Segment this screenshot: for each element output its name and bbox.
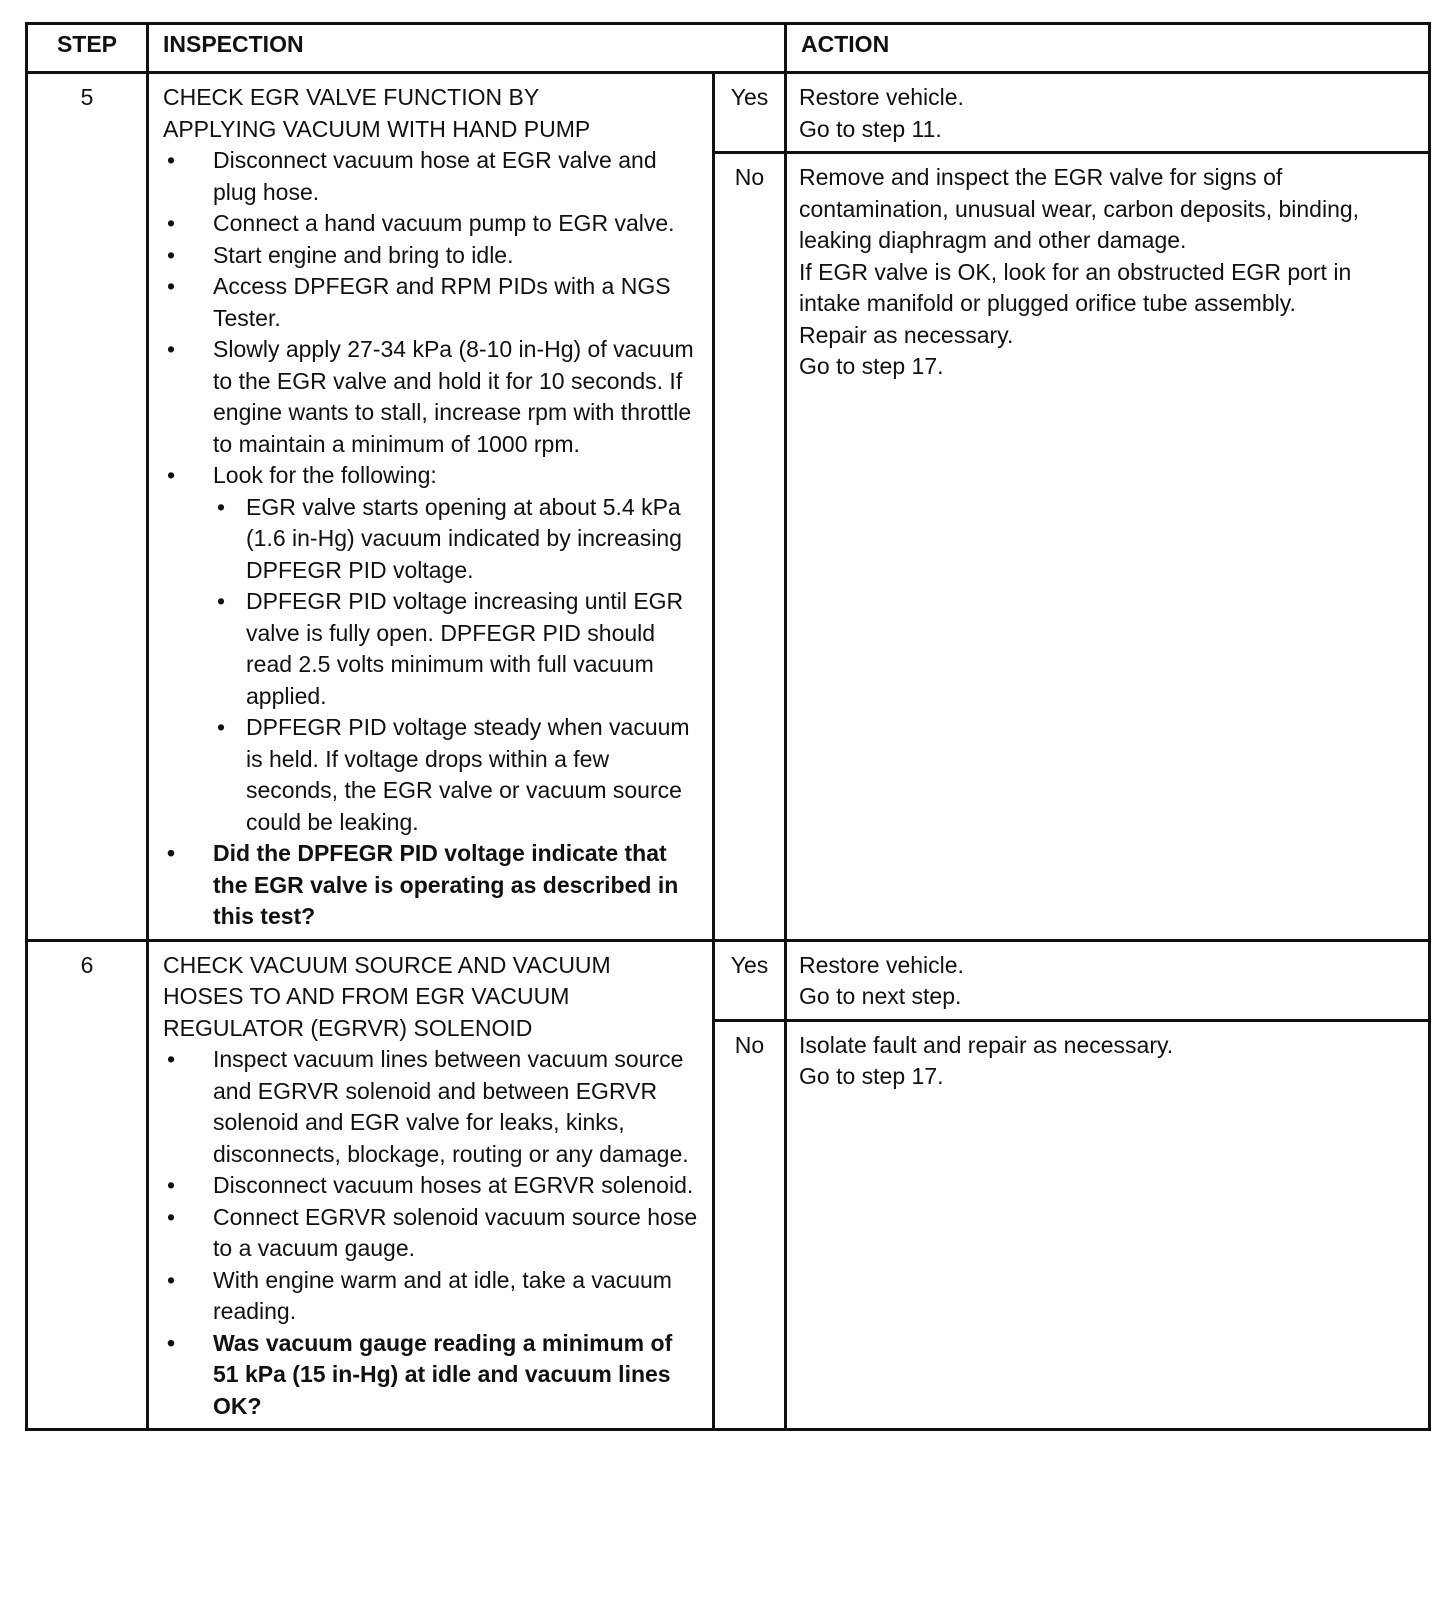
bullet-item: • Start engine and bring to idle. xyxy=(163,240,702,272)
action-line: Repair as necessary. xyxy=(799,321,1014,348)
bullet-item: • Connect a hand vacuum pump to EGR valve. xyxy=(163,208,702,240)
inspection-title-line: CHECK VACUUM SOURCE AND VACUUM xyxy=(163,951,611,978)
step-header: STEP xyxy=(27,24,148,73)
no-action xyxy=(786,153,1430,941)
action-header: ACTION xyxy=(786,24,1430,73)
yes-action xyxy=(786,73,1430,153)
step-number: 6 xyxy=(27,940,148,1430)
bullet-item: • Disconnect vacuum hose at EGR valve and plug hose. xyxy=(163,145,702,208)
bullet-text: Look for the following: xyxy=(213,462,437,488)
bullet-item: • Slowly apply 27-34 kPa (8-10 in-Hg) of vacuum to the EGR valve and hold it for 10 seconds. If engine wants to stall, increase rpm with throttle to maintain a minimum of 1000 rpm. xyxy=(163,334,702,460)
inspection-title-line: APPLYING VACUUM WITH HAND PUMP xyxy=(163,115,591,142)
action-line: If EGR valve is OK, look for an obstructed EGR port in intake manifold or plugged orifice tube assembly. xyxy=(799,258,1352,316)
no-label: No xyxy=(714,153,786,941)
inspection-cell xyxy=(148,73,714,941)
action-line: Go to step 17. xyxy=(799,353,944,379)
sub-bullet-item: • EGR valve starts opening at about 5.4 kPa (1.6 in-Hg) vacuum indicated by increasing DPFEGR PID voltage. xyxy=(213,492,702,587)
sub-bullets xyxy=(213,492,702,839)
inspection-bullets xyxy=(163,1044,702,1422)
yes-label: Yes xyxy=(714,940,786,1020)
question-bullet: • Did the DPFEGR PID voltage indicate that the EGR valve is operating as described in this test? xyxy=(163,838,702,933)
action-line: Isolate fault and repair as necessary. xyxy=(799,1031,1174,1058)
diagnostic-table xyxy=(25,22,1431,1431)
sub-bullet-item: • DPFEGR PID voltage steady when vacuum is held. If voltage drops within a few seconds, the EGR valve or vacuum source could be leaking. xyxy=(213,712,702,838)
step-6-yes-row xyxy=(27,940,1430,1020)
bullet-item: • With engine warm and at idle, take a vacuum reading. xyxy=(163,1265,702,1328)
action-line: Go to step 11. xyxy=(799,115,942,142)
no-label: No xyxy=(714,1020,786,1430)
question-bullet: • Was vacuum gauge reading a minimum of 51 kPa (15 in-Hg) at idle and vacuum lines OK? xyxy=(163,1328,702,1423)
inspection-header: INSPECTION xyxy=(148,24,786,73)
inspection-cell xyxy=(148,940,714,1430)
inspection-title-line: CHECK EGR VALVE FUNCTION BY xyxy=(163,84,540,110)
step-5-yes-row xyxy=(27,73,1430,153)
action-line: Go to next step. xyxy=(799,983,962,1009)
action-line: Restore vehicle. xyxy=(799,951,964,978)
inspection-title-line: HOSES TO AND FROM EGR VACUUM xyxy=(163,983,570,1009)
yes-action xyxy=(786,940,1430,1020)
yes-label: Yes xyxy=(714,73,786,153)
action-line: Remove and inspect the EGR valve for signs of contamination, unusual wear, carbon deposits, binding, leaking diaphragm and other damage. xyxy=(799,164,1360,253)
no-action xyxy=(786,1020,1430,1430)
header-row xyxy=(27,24,1430,73)
action-line: Restore vehicle. xyxy=(799,84,964,110)
bullet-item: • Access DPFEGR and RPM PIDs with a NGS Tester. xyxy=(163,271,702,334)
bullet-item xyxy=(163,460,702,838)
inspection-title-line: REGULATOR (EGRVR) SOLENOID xyxy=(163,1014,533,1041)
step-number: 5 xyxy=(27,73,148,941)
action-line: Go to step 17. xyxy=(799,1063,944,1089)
sub-bullet-item: • DPFEGR PID voltage increasing until EGR valve is fully open. DPFEGR PID should read 2.5 volts minimum with full vacuum applied. xyxy=(213,586,702,712)
bullet-item: • Connect EGRVR solenoid vacuum source hose to a vacuum gauge. xyxy=(163,1202,702,1265)
inspection-bullets xyxy=(163,145,702,933)
bullet-item: • Disconnect vacuum hoses at EGRVR solenoid. xyxy=(163,1170,702,1202)
bullet-item: • Inspect vacuum lines between vacuum source and EGRVR solenoid and between EGRVR solenoid and EGR valve for leaks, kinks, disconnects, blockage, routing or any damage. xyxy=(163,1044,702,1170)
